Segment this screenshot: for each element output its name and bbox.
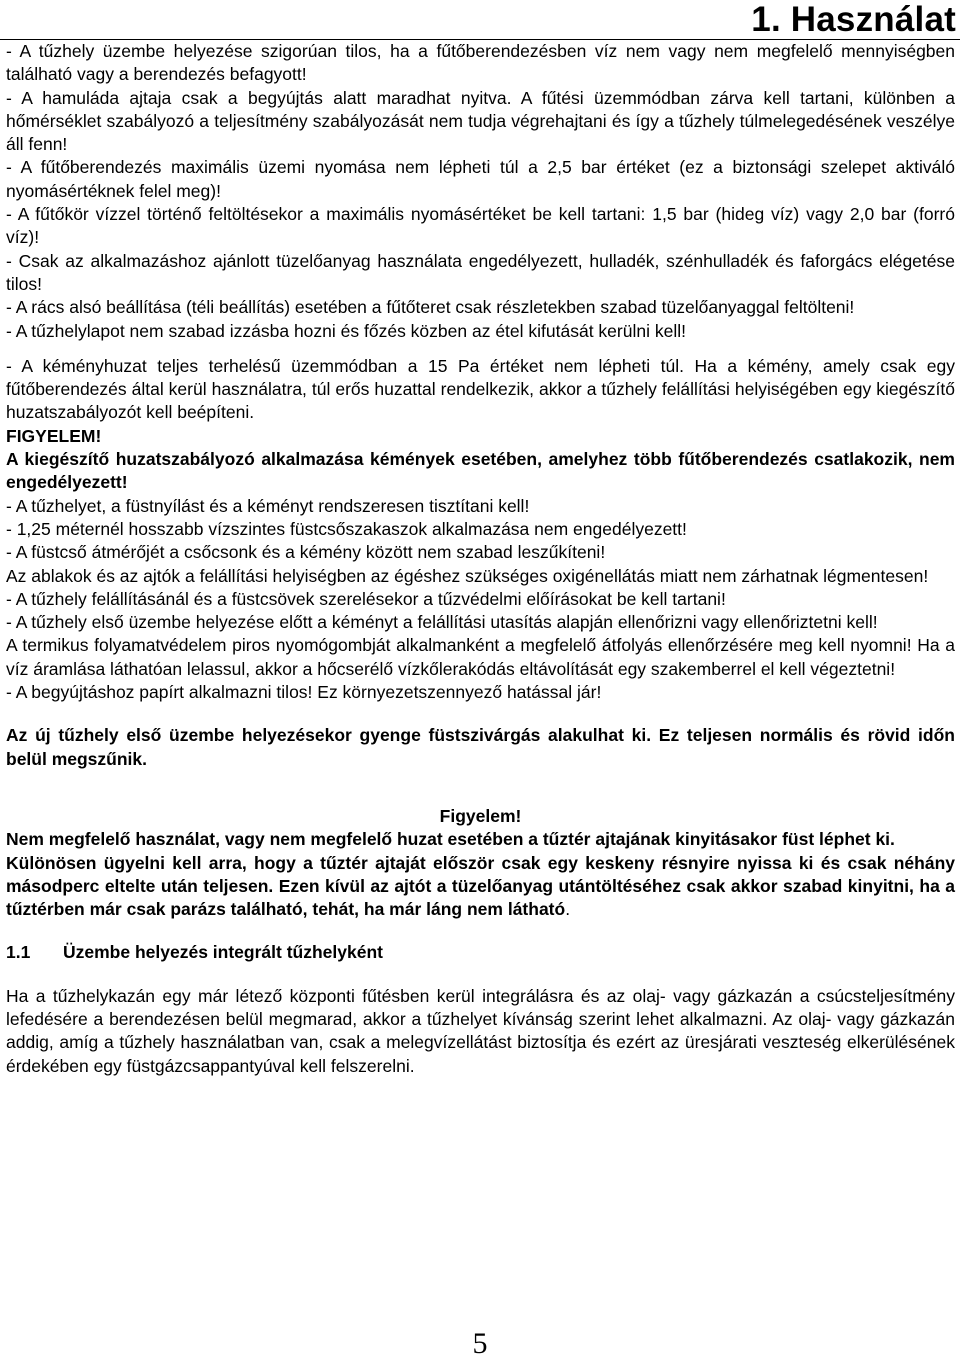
spacer: [6, 965, 955, 985]
paragraph-flue-length: - 1,25 méternél hosszabb vízszintes füstcsőszakaszok alkalmazása nem engedélyezett!: [6, 518, 687, 539]
paragraph-hotplate: - A tűzhelylapot nem szabad izzásba hozni és főzés közben az étel kifutását kerülni kell!: [6, 320, 686, 341]
section-number: 1.1: [6, 942, 31, 963]
page-number: 5: [472, 1327, 488, 1360]
paragraph-chimney-draft: - A kéményhuzat teljes terhelésű üzemmódban a 15 Pa értéket nem lépheti túl. Ha a kémény, amely csak egy fűtőberendezés által kerül használatra, túl erős huzattal rendelkezik, akkor a tűzhely felállítási helyiségében egy kiegészítő huzatszabályozót kell beépíteni.: [6, 355, 955, 423]
document-body: [6, 40, 955, 1078]
page-title: 1. Használat: [751, 0, 956, 39]
paragraph-filling-pressure: - A fűtőkör vízzel történő feltöltésekor a maximális nyomásértéket be kell tartani: 1,5 bar (hideg víz) vagy 2,0 bar (forró víz)!: [6, 204, 955, 248]
paragraph-ignition-paper: - A begyújtáshoz papírt alkalmazni tilos! Ez környezetszennyező hatással jár!: [6, 682, 602, 703]
paragraph-draft-regulator: A kiegészítő huzatszabályozó alkalmazása kémények esetében, amelyhez több fűtőberendezés csatlakozik, nem engedélyezett!: [6, 449, 955, 493]
paragraph-first-use-smoke: Az új tűzhely első üzembe helyezésekor gyenge füstszivárgás alakulhat ki. Ez teljesen normális és rövid időn belül megszűnik.: [6, 725, 955, 769]
paragraph-chimney-check: - A tűzhely első üzembe helyezése előtt a kéményt a felállítási utasítás alapján ellenőrizni vagy ellenőriztetni kell!: [6, 612, 878, 633]
paragraph-frozen-warning: - A tűzhely üzembe helyezése szigorúan tilos, ha a fűtőberendezésben víz nem vagy nem megfelelő mennyiségben található vagy a berendezés befagyott!: [6, 41, 955, 85]
paragraph-fire-safety: - A tűzhely felállításánál és a füstcsövek szerelésekor a tűzvédelmi előírásokat be kell tartani!: [6, 588, 726, 609]
paragraph-ash-door: - A hamuláda ajtaja csak a begyújtás alatt maradhat nyitva. A fűtési üzemmódban zárva kell tartani, különben a hőmérséklet szabályozó a teljesítmény szabályozását nem tudja végrehajtani és így a tűzhely túlmelegedésének veszélye áll fenn!: [6, 87, 955, 155]
spacer: [6, 771, 955, 805]
paragraph-flue-diameter: - A füstcső átmérőjét a csőcsonk és a kémény között nem szabad leszűkíteni!: [6, 542, 606, 563]
warning-label: FIGYELEM!: [6, 425, 102, 446]
paragraph-improper-use: Nem megfelelő használat, vagy nem megfelelő huzat esetében a tűztér ajtajának kinyitásakor füst léphet ki.: [6, 829, 895, 850]
spacer: [6, 704, 955, 724]
door-opening-text: Különösen ügyelni kell arra, hogy a tűztér ajtaját először csak egy keskeny résnyire nyissa ki és csak néhány másodperc eltelte után teljesen. Ezen kívül az ajtót a tüzelőanyag utántöltéséhez csak akkor szabad kinyitni, ha a tűztérben már csak parázs található, tehát, ha már láng nem látható: [6, 852, 955, 920]
paragraph-grate: - A rács alsó beállítása (téli beállítás) esetében a fűtőteret csak részletekben szabad tüzelőanyaggal feltölteni!: [6, 297, 855, 318]
paragraph-integration: Ha a tűzhelykazán egy már létező központi fűtésben kerül integrálásra és az olaj- vagy gázkazán a csúcsteljesítmény lefedésére a berendezésen belül megmarad, akkor a tűzhelyet kívánság szerint lehet alkalmazni. Az olaj- vagy gázkazán addig, amíg a tűzhely használatban van, csak a melegvízellátást biztosítja és ezért az üresjárati veszteség elkerülésének érdekében egy füstgázcsappantyúval kell felszerelni.: [6, 985, 955, 1076]
paragraph-max-pressure: - A fűtőberendezés maximális üzemi nyomása nem lépheti túl a 2,5 bar értéket (ez a biztonsági szelepet aktiváló nyomásértéknek felel meg)!: [6, 157, 955, 201]
spacer: [6, 343, 955, 355]
paragraph-cleaning: - A tűzhelyet, a füstnyílást és a kéményt rendszeresen tisztítani kell!: [6, 495, 530, 516]
section-heading: [6, 941, 955, 964]
paragraph-thermal-protection: A termikus folyamatvédelem piros nyomógombját alkalmanként a megfelelő átfolyás ellenőrzésére meg kell nyomni! Ha a víz áramlása láthatóan lelassul, akkor a hőcserélő vízkőlerakódás eltávolítását egy szakemberrel el kell végeztetni!: [6, 635, 955, 679]
attention-heading: Figyelem!: [439, 805, 522, 826]
paragraph-door-opening: [6, 852, 955, 922]
paragraph-fuel: - Csak az alkalmazáshoz ajánlott tüzelőanyag használata engedélyezett, hulladék, szénhulladék és faforgács elégetése tilos!: [6, 250, 955, 294]
door-opening-period: .: [565, 899, 571, 920]
section-title: Üzembe helyezés integrált tűzhelyként: [63, 942, 383, 963]
paragraph-ventilation: Az ablakok és az ajtók a felállítási helyiségben az égéshez szükséges oxigénellátás miatt nem zárhatnak légmentesen!: [6, 565, 929, 586]
spacer: [6, 921, 955, 941]
